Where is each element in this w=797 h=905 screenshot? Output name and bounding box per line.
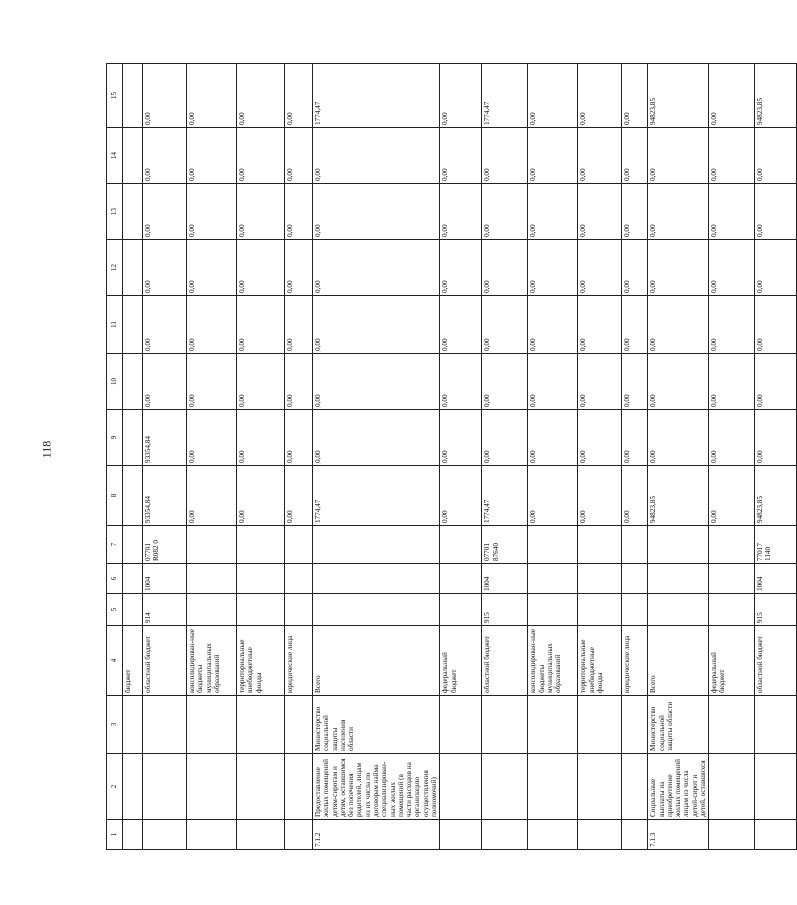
column-header: 10	[107, 354, 123, 410]
table-cell-col-5	[237, 594, 285, 626]
table-cell-col-12: 0,00	[143, 240, 187, 296]
table-cell-col-8: 94823,85	[755, 466, 797, 526]
table-cell-col-7	[123, 526, 143, 564]
table-cell-col-12: 0,00	[285, 240, 313, 296]
table-cell-col-2: Предоставление жилых помещений детям-сиротам и детям, оставшимся без попечения родителей, лицам из их числа по договорам найма специализирован-ных жилых помещений (в части расходов на организацию осуществления полномочий)	[313, 754, 440, 820]
table-cell-col-7	[313, 526, 440, 564]
table-cell-col-2	[622, 754, 648, 820]
table-cell-col-13	[123, 184, 143, 240]
table-cell-col-15: 0,00	[709, 64, 755, 128]
column-header: 14	[107, 128, 123, 184]
table-cell-col-15: 1774,47	[313, 64, 440, 128]
table-cell-col-6	[648, 564, 709, 594]
table-cell-col-1	[622, 820, 648, 850]
table-cell-col-4: юридические лица	[622, 626, 648, 696]
table-cell-col-6	[237, 564, 285, 594]
table-cell-col-14: 0,00	[237, 128, 285, 184]
table-cell-col-8: 0,00	[578, 466, 622, 526]
table-cell-col-6: 1004	[755, 564, 797, 594]
table-cell-col-15	[123, 64, 143, 128]
table-cell-col-9: 0,00	[440, 410, 482, 466]
table-cell-col-11: 0,00	[648, 296, 709, 354]
table-cell-col-14: 0,00	[285, 128, 313, 184]
column-header: 6	[107, 564, 123, 594]
table-cell-col-3: Министерство социальной защиты населения области	[313, 696, 440, 754]
table-cell-col-7: 77017 1140	[755, 526, 797, 564]
table-cell-col-13: 0,00	[440, 184, 482, 240]
table-cell-col-1	[709, 820, 755, 850]
table-cell-col-14: 0,00	[528, 128, 578, 184]
table-cell-col-11: 0,00	[622, 296, 648, 354]
table-cell-col-4: областной бюджет	[482, 626, 528, 696]
table-cell-col-1: 7.1.3	[648, 820, 709, 850]
table-cell-col-14: 0,00	[313, 128, 440, 184]
table-cell-col-6: 1004	[482, 564, 528, 594]
table-cell-col-14: 0,00	[482, 128, 528, 184]
table-cell-col-3	[482, 696, 528, 754]
table-cell-col-11: 0,00	[528, 296, 578, 354]
table-cell-col-15: 0,00	[187, 64, 237, 128]
table-cell-col-9: 93354,84	[143, 410, 187, 466]
table-cell-col-13: 0,00	[755, 184, 797, 240]
table-cell-col-8: 1774,47	[482, 466, 528, 526]
table-cell-col-10: 0,00	[648, 354, 709, 410]
table-cell-col-6: 1004	[143, 564, 187, 594]
table-cell-col-4: Всего	[648, 626, 709, 696]
table-cell-col-5	[187, 594, 237, 626]
table-cell-col-1	[187, 820, 237, 850]
table-row	[143, 64, 187, 850]
table-cell-col-10: 0,00	[187, 354, 237, 410]
table-cell-col-10: 0,00	[440, 354, 482, 410]
table-cell-col-4: консолидирован-ные бюджеты муниципальных образований	[187, 626, 237, 696]
column-header: 4	[107, 626, 123, 696]
table-cell-col-13: 0,00	[622, 184, 648, 240]
table-cell-col-9: 0,00	[622, 410, 648, 466]
table-cell-col-1	[755, 820, 797, 850]
table-cell-col-13: 0,00	[648, 184, 709, 240]
table-cell-col-10: 0,00	[285, 354, 313, 410]
table-cell-col-13: 0,00	[482, 184, 528, 240]
table-cell-col-8: 0,00	[187, 466, 237, 526]
table-cell-col-6	[187, 564, 237, 594]
table-row	[578, 64, 622, 850]
table-cell-col-2	[285, 754, 313, 820]
column-header: 8	[107, 466, 123, 526]
table-cell-col-14: 0,00	[622, 128, 648, 184]
table-cell-col-3	[237, 696, 285, 754]
table-cell-col-7	[285, 526, 313, 564]
table-cell-col-7	[187, 526, 237, 564]
table-cell-col-2	[709, 754, 755, 820]
table-cell-col-1	[237, 820, 285, 850]
table-cell-col-8: 0,00	[528, 466, 578, 526]
table-cell-col-11: 0,00	[143, 296, 187, 354]
table-cell-col-10: 0,00	[482, 354, 528, 410]
table-row	[313, 64, 440, 850]
table-cell-col-3	[285, 696, 313, 754]
table-cell-col-12: 0,00	[622, 240, 648, 296]
table-cell-col-4: консолидирован-ные бюджеты муниципальных образований	[528, 626, 578, 696]
table-cell-col-15: 1774,47	[482, 64, 528, 128]
table-cell-col-1	[143, 820, 187, 850]
table-cell-col-6	[123, 564, 143, 594]
header-row	[107, 64, 123, 850]
table-cell-col-9: 0,00	[237, 410, 285, 466]
budget-table	[106, 63, 797, 850]
table-cell-col-9: 0,00	[285, 410, 313, 466]
table-cell-col-7	[648, 526, 709, 564]
table-cell-col-10: 0,00	[313, 354, 440, 410]
page-number: 118	[39, 440, 54, 459]
table-cell-col-11: 0,00	[313, 296, 440, 354]
table-cell-col-9: 0,00	[709, 410, 755, 466]
table-cell-col-11: 0,00	[755, 296, 797, 354]
table-cell-col-12: 0,00	[578, 240, 622, 296]
column-header: 11	[107, 296, 123, 354]
table-cell-col-6	[285, 564, 313, 594]
table-cell-col-5: 914	[143, 594, 187, 626]
table-cell-col-6	[313, 564, 440, 594]
table-cell-col-14	[123, 128, 143, 184]
table-cell-col-6	[440, 564, 482, 594]
table-cell-col-8: 0,00	[440, 466, 482, 526]
table-cell-col-9: 0,00	[187, 410, 237, 466]
table-cell-col-3	[440, 696, 482, 754]
table-cell-col-11: 0,00	[578, 296, 622, 354]
table-cell-col-11: 0,00	[440, 296, 482, 354]
table-cell-col-12: 0,00	[237, 240, 285, 296]
table-cell-col-15: 0,00	[285, 64, 313, 128]
table-cell-col-5: 915	[755, 594, 797, 626]
table-cell-col-6	[709, 564, 755, 594]
table-cell-col-1	[482, 820, 528, 850]
table-cell-col-13: 0,00	[143, 184, 187, 240]
table-cell-col-11: 0,00	[237, 296, 285, 354]
column-header: 2	[107, 754, 123, 820]
table-cell-col-13: 0,00	[237, 184, 285, 240]
table-cell-col-3	[622, 696, 648, 754]
table-cell-col-10: 0,00	[143, 354, 187, 410]
table-cell-col-10: 0,00	[578, 354, 622, 410]
table-row	[237, 64, 285, 850]
table-cell-col-4: областной бюджет	[755, 626, 797, 696]
table-cell-col-8: 0,00	[622, 466, 648, 526]
table-cell-col-2	[440, 754, 482, 820]
table-cell-col-15: 0,00	[528, 64, 578, 128]
column-header: 7	[107, 526, 123, 564]
table-cell-col-1	[440, 820, 482, 850]
table-cell-col-12: 0,00	[648, 240, 709, 296]
table-cell-col-8: 94823,85	[648, 466, 709, 526]
table-cell-col-1: 7.1.2	[313, 820, 440, 850]
table-cell-col-13: 0,00	[578, 184, 622, 240]
table-cell-col-3	[123, 696, 143, 754]
table-row	[440, 64, 482, 850]
table-cell-col-13: 0,00	[313, 184, 440, 240]
table-cell-col-13: 0,00	[285, 184, 313, 240]
column-header: 13	[107, 184, 123, 240]
table-cell-col-2	[528, 754, 578, 820]
table-cell-col-5	[578, 594, 622, 626]
table-cell-col-9: 0,00	[578, 410, 622, 466]
table-row	[123, 64, 143, 850]
table-cell-col-8: 1774,47	[313, 466, 440, 526]
table-cell-col-11	[123, 296, 143, 354]
table-cell-col-5	[285, 594, 313, 626]
table-cell-col-5: 915	[482, 594, 528, 626]
table-cell-col-15: 94823,85	[755, 64, 797, 128]
table-row	[755, 64, 797, 850]
table-cell-col-5	[123, 594, 143, 626]
table-row	[622, 64, 648, 850]
table-cell-col-7	[528, 526, 578, 564]
table-cell-col-9	[123, 410, 143, 466]
table-cell-col-14: 0,00	[755, 128, 797, 184]
table-cell-col-10: 0,00	[528, 354, 578, 410]
table-cell-col-15: 0,00	[237, 64, 285, 128]
table-cell-col-6	[528, 564, 578, 594]
table-cell-col-9: 0,00	[648, 410, 709, 466]
table-cell-col-13: 0,00	[528, 184, 578, 240]
table-frame	[106, 64, 773, 850]
table-cell-col-7	[237, 526, 285, 564]
table-cell-col-12	[123, 240, 143, 296]
table-cell-col-4: федеральный бюджет	[440, 626, 482, 696]
table-cell-col-4: юридические лица	[285, 626, 313, 696]
table-cell-col-10: 0,00	[237, 354, 285, 410]
table-cell-col-7: 07701 R082 0	[143, 526, 187, 564]
table-cell-col-9: 0,00	[482, 410, 528, 466]
table-cell-col-2	[143, 754, 187, 820]
table-cell-col-15: 0,00	[440, 64, 482, 128]
table-row	[285, 64, 313, 850]
table-cell-col-14: 0,00	[709, 128, 755, 184]
table-cell-col-5	[440, 594, 482, 626]
table-cell-col-8	[123, 466, 143, 526]
table-cell-col-2	[578, 754, 622, 820]
table-cell-col-7: 07701 87640	[482, 526, 528, 564]
table-cell-col-11: 0,00	[285, 296, 313, 354]
column-header: 9	[107, 410, 123, 466]
table-cell-col-11: 0,00	[482, 296, 528, 354]
column-header: 12	[107, 240, 123, 296]
table-cell-col-14: 0,00	[578, 128, 622, 184]
table-cell-col-2	[237, 754, 285, 820]
table-cell-col-4: федеральный бюджет	[709, 626, 755, 696]
table-cell-col-3	[528, 696, 578, 754]
table-cell-col-5	[622, 594, 648, 626]
table-cell-col-8: 0,00	[709, 466, 755, 526]
table-cell-col-1	[578, 820, 622, 850]
table-cell-col-10: 0,00	[622, 354, 648, 410]
table-cell-col-12: 0,00	[709, 240, 755, 296]
table-cell-col-12: 0,00	[440, 240, 482, 296]
table-cell-col-4: областной бюджет	[143, 626, 187, 696]
table-cell-col-6	[578, 564, 622, 594]
table-cell-col-10: 0,00	[755, 354, 797, 410]
table-cell-col-3	[187, 696, 237, 754]
table-cell-col-8: 0,00	[237, 466, 285, 526]
table-cell-col-15: 0,00	[143, 64, 187, 128]
table-cell-col-2	[755, 754, 797, 820]
table-cell-col-3	[755, 696, 797, 754]
column-header: 15	[107, 64, 123, 128]
table-cell-col-14: 0,00	[648, 128, 709, 184]
table-cell-col-9: 0,00	[755, 410, 797, 466]
table-cell-col-8: 0,00	[285, 466, 313, 526]
table-cell-col-12: 0,00	[755, 240, 797, 296]
table-cell-col-2: Социальные выплаты на приобретение жилых помещений лицам из числа детей-сирот и детей, оставшихся	[648, 754, 709, 820]
table-row	[709, 64, 755, 850]
table-cell-col-8: 93354,84	[143, 466, 187, 526]
table-cell-col-3	[709, 696, 755, 754]
table-cell-col-7	[622, 526, 648, 564]
table-cell-col-7	[709, 526, 755, 564]
table-cell-col-5	[528, 594, 578, 626]
table-row	[482, 64, 528, 850]
table-cell-col-15: 0,00	[622, 64, 648, 128]
table-cell-col-14: 0,00	[187, 128, 237, 184]
table-cell-col-6	[622, 564, 648, 594]
table-cell-col-2	[187, 754, 237, 820]
table-cell-col-9: 0,00	[528, 410, 578, 466]
table-cell-col-15: 0,00	[578, 64, 622, 128]
table-cell-col-12: 0,00	[482, 240, 528, 296]
column-header: 3	[107, 696, 123, 754]
table-cell-col-5	[648, 594, 709, 626]
table-row	[528, 64, 578, 850]
column-header: 5	[107, 594, 123, 626]
table-cell-col-4: бюджет	[123, 626, 143, 696]
table-cell-col-1	[123, 820, 143, 850]
rotated-table-container	[106, 64, 773, 850]
table-cell-col-11: 0,00	[709, 296, 755, 354]
table-cell-col-3	[143, 696, 187, 754]
table-cell-col-13: 0,00	[709, 184, 755, 240]
table-cell-col-7	[578, 526, 622, 564]
table-row	[187, 64, 237, 850]
table-cell-col-12: 0,00	[313, 240, 440, 296]
table-cell-col-9: 0,00	[313, 410, 440, 466]
column-header: 1	[107, 820, 123, 850]
table-cell-col-4: территориальные внебюджетные фонды	[237, 626, 285, 696]
table-cell-col-10: 0,00	[709, 354, 755, 410]
table-cell-col-13: 0,00	[187, 184, 237, 240]
table-cell-col-12: 0,00	[528, 240, 578, 296]
table-cell-col-12: 0,00	[187, 240, 237, 296]
table-row	[648, 64, 709, 850]
table-cell-col-14: 0,00	[143, 128, 187, 184]
table-cell-col-4: территориальные внебюджетные фонды	[578, 626, 622, 696]
table-cell-col-5	[313, 594, 440, 626]
table-cell-col-3: Министерство социальной защиты области	[648, 696, 709, 754]
table-cell-col-4: Всего	[313, 626, 440, 696]
table-cell-col-11: 0,00	[187, 296, 237, 354]
table-cell-col-7	[440, 526, 482, 564]
table-cell-col-15: 94823,85	[648, 64, 709, 128]
table-cell-col-1	[285, 820, 313, 850]
table-cell-col-10	[123, 354, 143, 410]
table-cell-col-5	[709, 594, 755, 626]
table-cell-col-2	[123, 754, 143, 820]
table-cell-col-1	[528, 820, 578, 850]
table-cell-col-3	[578, 696, 622, 754]
table-cell-col-2	[482, 754, 528, 820]
table-cell-col-14: 0,00	[440, 128, 482, 184]
